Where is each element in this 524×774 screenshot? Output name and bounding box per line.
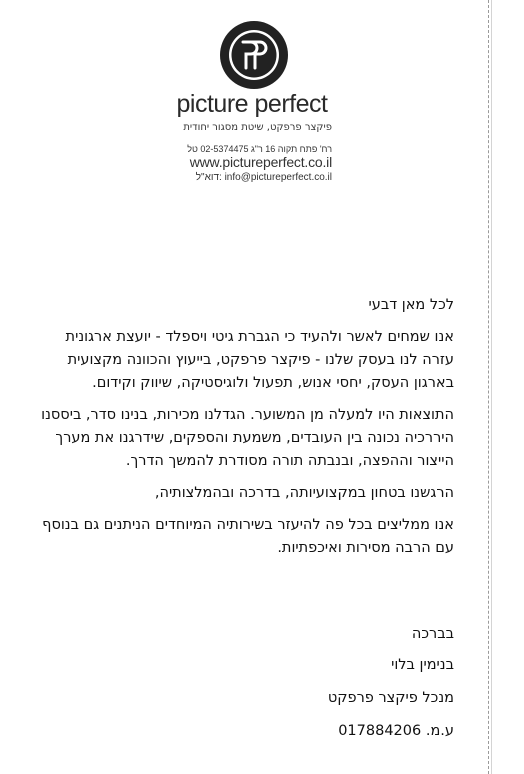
pp-monogram-logo-icon [219, 20, 289, 90]
company-id: ע.מ. 017884206 [338, 723, 454, 739]
brand-name: picture perfect [176, 90, 328, 118]
letter-paragraph-4: אנו ממליצים בכל פה להיעזר בשירותיה המיוחדים הניתנים גם בנוסף עם הרבה מסירות ואיכפתיות. [42, 517, 454, 556]
letter-body [36, 294, 454, 569]
signer-title: מנכל פיקצר פרפקט [327, 690, 454, 706]
letter-closing: בברכה [411, 626, 454, 642]
page-edge-line [488, 0, 489, 774]
contact-address: רח' פתח תקוה 16 ר"ג 02-5374475 טל [187, 144, 332, 154]
letter-paragraph-2: התוצאות היו למעלה מן המשוער. הגדלנו מכירות, בנינו סדר, ביססנו היררכיה נכונה בין העובדים, משמעת והספקים, שידרגנו את מערך הייצור וההפצה, ובנבתה תורה מסודרת להמשך הדרך. [41, 407, 454, 469]
letter-paragraph-1: אנו שמחים לאשר ולהעיד כי הגברת גיטי ויספלד - יועצת ארגונית עזרה לנו בעסק שלנו - פיקצר פרפקט, בייעוץ והכוונה מקצועית בארגון העסק, יחסי אנוש, תפעול ולוגיסטיקה, שיווק וקידום. [65, 329, 454, 391]
page-edge-line-secondary [491, 0, 492, 774]
contact-website: www.pictureperfect.co.il [189, 154, 332, 170]
contact-email: info@pictureperfect.co.il :דוא"ל [195, 172, 332, 183]
letter-greeting: לכל מאן דבעי [368, 297, 454, 313]
brand-tagline: פיקצר פרפקט, שיטת מסגור יחודית [183, 122, 332, 133]
signer-name: בנימין בלוי [391, 657, 454, 673]
letter-paragraph-3: הרגשנו בטחון במקצועיותה, בדרכה ובהמלצותיה, [154, 485, 454, 501]
